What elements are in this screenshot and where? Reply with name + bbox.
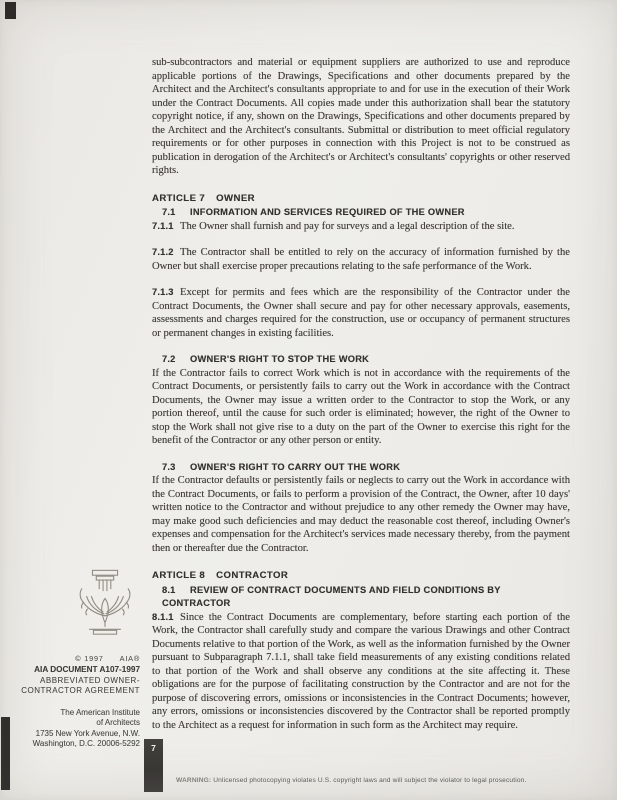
section-number: 7.2 <box>162 354 176 364</box>
document-number: AIA DOCUMENT A107-1997 <box>34 665 140 675</box>
document-title-line-1: ABBREVIATED OWNER- <box>40 675 140 685</box>
copyright-year: © 1997 <box>75 654 104 663</box>
scan-artifact-bottom-left <box>1 717 10 790</box>
org-name-line-2: of Architects <box>96 718 140 728</box>
warning-text: Unlicensed photocopying violates U.S. copyright laws and will subject the violator to legal prosecution. <box>213 777 527 784</box>
section-7-3-title: OWNER'S RIGHT TO CARRY OUT THE WORK <box>190 461 401 472</box>
org-name-line-1: The American Institute <box>60 708 140 718</box>
section-number: 7.1.2 <box>152 247 174 257</box>
sidebar-document-info <box>14 654 140 749</box>
paragraph-7-3: If the Contractor defaults or persistently fails or neglects to carry out the Work in accordance with the Contract Documents, or fails to perform a provision of the Contract, the Owner, after 10 days' written notice to the Contractor and without prejudice to any other remedy the Owner may have, may make good such deficiencies and may deduct the reasonable cost thereof, including Owner's expenses and compensation for the Architect's services made necessary thereby, from the payment then or thereafter due the Contractor. <box>152 475 570 554</box>
copyright-warning-footer <box>176 777 576 784</box>
article-8-heading <box>152 569 570 583</box>
copyright-mark: AIA® <box>119 654 140 663</box>
article-7-title: OWNER <box>216 192 255 204</box>
document-title-line-2: CONTRACTOR AGREEMENT <box>21 685 140 695</box>
section-number: 7.1 <box>162 207 176 217</box>
section-number: 7.1.3 <box>152 287 174 297</box>
article-7-heading <box>152 192 570 206</box>
article-8-title: CONTRACTOR <box>216 570 289 581</box>
paragraph-text: Since the Contract Documents are complementary, before starting each portion of the Work, the Contractor shall carefully study and compare the various Drawings and other Contract Documents relative to that portion of the Work, as well as the information furnished by the Owner pursuant to Subparagraph 7.1.1, shall take field measurements of any existing conditions related to that portion of the Work and shall observe any conditions at the site affecting it. These obligations are for the purpose of facilitating construction by the Contractor and are not for the purpose of discovering errors, omissions or inconsistencies in the Contract Documents; however, any errors, omissions or inconsistencies discovered by the Contractor shall be reported promptly to the Architect as a request for information in such form as the Architect may require. <box>152 611 570 731</box>
paragraph-text: Except for permits and fees which are the responsibility of the Contractor under the Contract Documents, the Owner shall secure and pay for other necessary approvals, easements, assessments and charges required for the construction, use or occupancy of permanent structures or permanent changes in existing facilities. <box>152 287 570 339</box>
section-number: 7.3 <box>162 461 176 472</box>
section-8-1-heading <box>162 584 570 611</box>
intro-paragraph: sub-subcontractors and material or equipment suppliers are authorized to use and reproduce applicable portions of the Drawings, Specifications and other documents prepared by the Architect and the Architect's consultants appropriate to and for use in the execution of their Work under the Contract Documents. All copies made under this authorization shall bear the statutory copyright notice, if any, shown on the Drawings, Specifications and other documents prepared by the Architect and the Architect's consultants. Submittal or distribution to meet official regulatory requirements or for other purposes in connection with this Project is not to be construed as publication in derogation of the Architect's or Architect's consultants' copyrights or other reserved rights. <box>152 57 570 176</box>
section-7-1-title: INFORMATION AND SERVICES REQUIRED OF THE OWNER <box>190 207 465 217</box>
org-address-line-2: Washington, D.C. 20006-5292 <box>32 739 140 749</box>
section-number: 7.1.1 <box>152 220 174 231</box>
document-body <box>152 56 570 745</box>
org-address-line-1: 1735 New York Avenue, N.W. <box>35 728 140 738</box>
section-7-3-heading <box>162 461 570 475</box>
section-7-2-heading <box>162 353 570 367</box>
article-8-label: ARTICLE 8 <box>152 570 206 581</box>
section-7-1-heading <box>162 206 570 220</box>
page-number: 7 <box>151 743 156 753</box>
paragraph-text: The Contractor shall be entitled to rely on the accuracy of information furnished by the Owner but shall exercise proper precautions relating to the safe performance of the Work. <box>152 247 570 272</box>
warning-label: WARNING: <box>176 777 212 784</box>
scan-artifact-top-left <box>5 2 16 19</box>
section-8-1-title: REVIEW OF CONTRACT DOCUMENTS AND FIELD CONDITIONS BY CONTRACTOR <box>162 584 501 608</box>
copyright-line <box>14 654 140 664</box>
paragraph-7-1-3 <box>152 286 570 340</box>
page-number-badge <box>144 739 163 792</box>
section-7-2-title: OWNER'S RIGHT TO STOP THE WORK <box>190 354 370 364</box>
paragraph-8-1-1 <box>152 611 570 733</box>
paragraph-7-1-2 <box>152 246 570 273</box>
paragraph-7-2: If the Contractor fails to correct Work which is not in accordance with the requirements of the Contract Documents, or persistently fails to carry out the Work in accordance with the Contract Documents, the Owner may issue a written order to the Contractor to stop the Work, or any portion thereof, until the cause for such order is eliminated; however, the right of the Owner to stop the Work shall not give rise to a duty on the part of the Owner to exercise this right for the benefit of the Contractor or any other person or entity. <box>152 367 570 446</box>
aia-eagle-column-logo-icon <box>76 568 134 652</box>
article-7-label: ARTICLE 7 <box>152 192 206 204</box>
section-number: 8.1.1 <box>152 611 174 622</box>
paragraph-text: The Owner shall furnish and pay for surveys and a legal description of the site. <box>180 220 515 232</box>
section-number: 8.1 <box>162 584 176 595</box>
paragraph-7-1-1 <box>152 220 570 234</box>
